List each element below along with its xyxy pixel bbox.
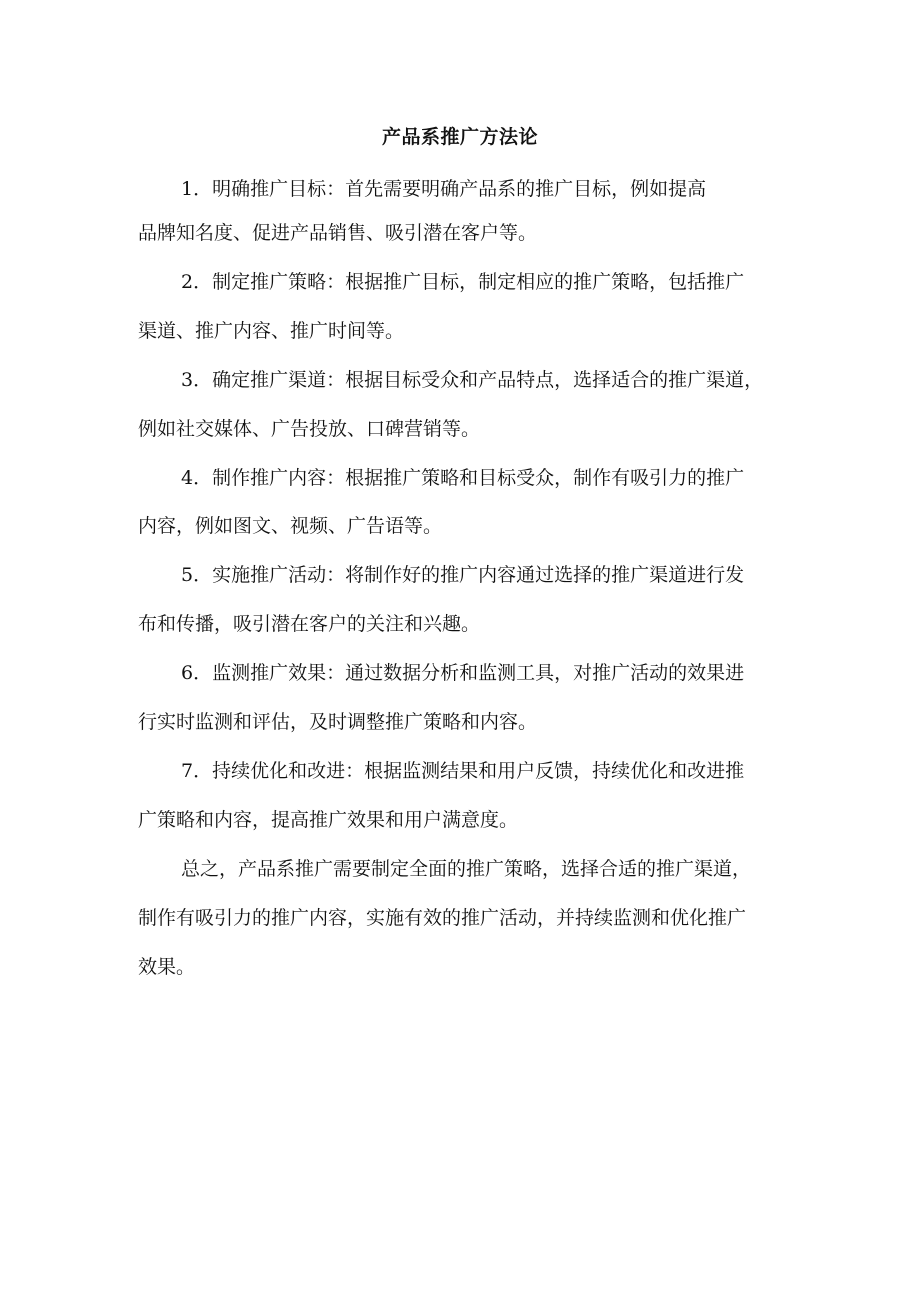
paragraph-5-line-1: 5．实施推广活动：将制作好的推广内容通过选择的推广渠道进行发	[181, 564, 745, 586]
paragraph-7-line-2: 广策略和内容，提高推广效果和用户满意度。	[138, 809, 519, 831]
summary-line-2: 制作有吸引力的推广内容，实施有效的推广活动，并持续监测和优化推广	[138, 907, 747, 929]
summary-line-3: 效果。	[138, 956, 196, 978]
paragraph-1-line-1: 1．明确推广目标：首先需要明确产品系的推广目标，例如提高	[181, 178, 707, 200]
document-title: 产品系推广方法论	[381, 126, 538, 148]
paragraph-3-line-1: 3．确定推广渠道：根据目标受众和产品特点，选择适合的推广渠道，	[181, 369, 764, 391]
paragraph-7-line-1: 7．持续优化和改进：根据监测结果和用户反馈，持续优化和改进推	[181, 760, 745, 782]
paragraph-6-line-2: 行实时监测和评估，及时调整推广策略和内容。	[138, 711, 538, 733]
paragraph-2-line-1: 2．制定推广策略：根据推广目标，制定相应的推广策略，包括推广	[181, 271, 745, 293]
paragraph-2-line-2: 渠道、推广内容、推广时间等。	[138, 320, 405, 342]
paragraph-6-line-1: 6．监测推广效果：通过数据分析和监测工具，对推广活动的效果进	[181, 662, 745, 684]
paragraph-4-line-1: 4．制作推广内容：根据推广策略和目标受众，制作有吸引力的推广	[181, 467, 745, 489]
paragraph-3-line-2: 例如社交媒体、广告投放、口碑营销等。	[138, 418, 481, 440]
paragraph-1-line-2: 品牌知名度、促进产品销售、吸引潜在客户等。	[138, 222, 538, 244]
paragraph-5-line-2: 布和传播，吸引潜在客户的关注和兴趣。	[138, 613, 481, 635]
summary-line-1: 总之，产品系推广需要制定全面的推广策略，选择合适的推广渠道，	[181, 858, 752, 880]
paragraph-4-line-2: 内容，例如图文、视频、广告语等。	[138, 515, 443, 537]
